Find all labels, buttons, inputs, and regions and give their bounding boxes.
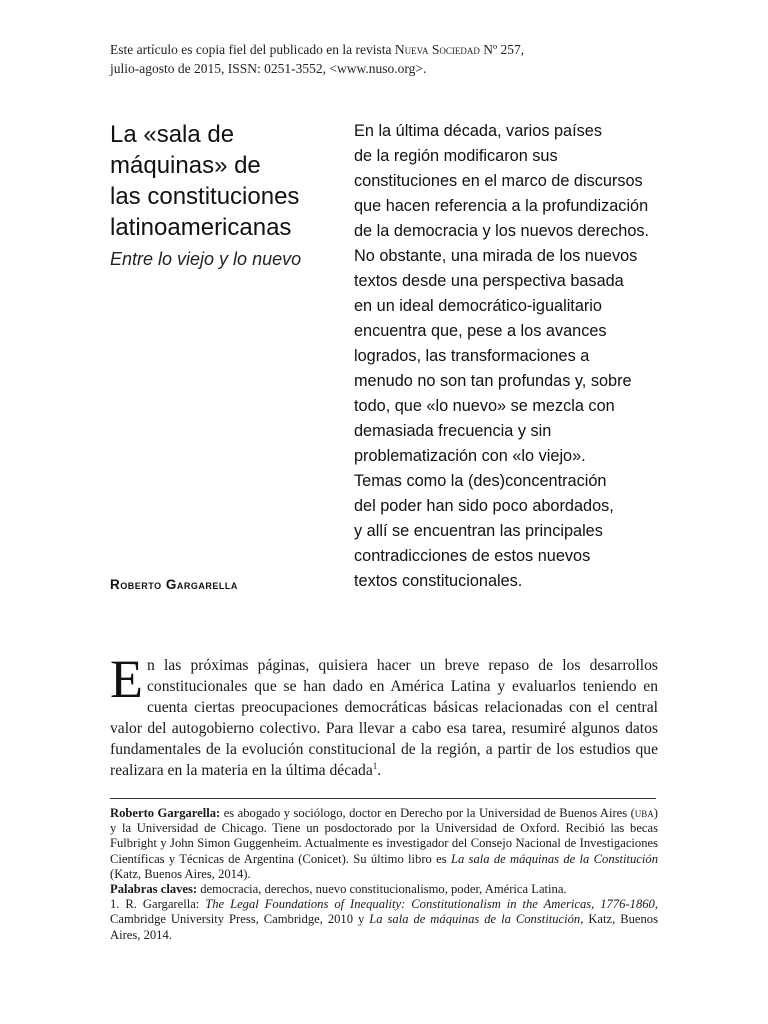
bio-uba: uba <box>634 806 654 820</box>
title-line: latinoamericanas <box>110 214 292 241</box>
intro-text: n las próximas páginas, quisiera hacer un breve repaso de los desarrollos constitucionales que se han dado en América Latina y evaluarlos teniendo en cuenta ciertas preocupaciones democráticas básicas relacionadas con el central valor del autogobierno colectivo. Para llevar a cabo esa tarea, resumiré algunos datos fundamentales de la evolución constitucional de la región, a partir de los estudios que realizara en la materia en la última década <box>110 657 658 779</box>
abstract-line: contradicciones de estos nuevos <box>354 547 591 565</box>
notice-prefix: Este artículo es copia fiel del publicado en la revista <box>110 42 395 57</box>
abstract-line: constituciones en el marco de discursos <box>354 172 643 190</box>
bio-name: Roberto Gargarella: <box>110 806 221 820</box>
fn1-suffix: , Katz, Buenos Aires, 2014. <box>110 912 658 942</box>
title-block <box>110 119 345 271</box>
abstract-line: de la democracia y los nuevos derechos. <box>354 222 650 240</box>
keywords-label: Palabras claves: <box>110 882 198 897</box>
abstract-line: demasiada frecuencia y sin <box>354 422 552 440</box>
abstract-line: y allí se encuentran las principales <box>354 522 603 540</box>
bio-text: es abogado y sociólogo, doctor en Derecho por la Universidad de Buenos Aires ( <box>220 806 635 820</box>
keywords-list: democracia, derechos, nuevo constitucionalismo, poder, América Latina. <box>197 882 567 897</box>
bio-text: ) y la Universidad de Chicago. Tiene un posdoctorado por la Universidad de Oxford. Recibió las becas Fulbright y John Simon Guggenheim. Actualmente es investigador del Consejo Nacional de Investigaciones Científicas y Técnicas de Argentina (Conicet). Su último libro es <box>110 806 658 866</box>
footnote-1 <box>110 897 658 943</box>
abstract-line: textos constitucionales. <box>354 572 523 590</box>
journal-name: Nueva Sociedad <box>394 42 480 57</box>
abstract-line: todo, que «lo nuevo» se mezcla con <box>354 397 615 415</box>
abstract-line: de la región modificaron sus <box>354 147 558 165</box>
notice-line-2: julio-agosto de 2015, ISSN: 0251-3552, <www.nuso.org>. <box>110 61 427 76</box>
bio-book: La sala de máquinas de la Constitución <box>450 851 658 866</box>
abstract-line: en un ideal democrático-igualitario <box>354 297 602 315</box>
abstract-line: logrados, las transformaciones a <box>354 347 590 365</box>
article-subtitle: Entre lo viejo y lo nuevo <box>110 249 302 269</box>
abstract-line: No obstante, una mirada de los nuevos <box>354 247 638 265</box>
abstract-line: encuentra que, pese a los avances <box>354 322 607 340</box>
abstract-line: que hacen referencia a la profundización <box>354 197 649 215</box>
abstract-line: Temas como la (des)concentración <box>354 472 607 490</box>
drop-cap: E <box>110 649 143 709</box>
fn1-title: The Legal Foundations of Inequality: Constitutionalism in the Americas, 1776-1860 <box>205 897 655 912</box>
issue-number: Nº 257, <box>479 42 525 57</box>
abstract-line: problematización con «lo viejo». <box>354 447 586 465</box>
fn1-mid: , Cambridge University Press, Cambridge, 2010 y <box>110 897 658 927</box>
article-title <box>110 119 345 243</box>
author-bio <box>110 806 658 882</box>
intro-paragraph: En las próximas páginas, quisiera hacer un breve repaso de los desarrollos constitucionales que se han dado en América Latina y evaluarlos teniendo en cuenta ciertas preocupaciones democráticas básicas relacionadas con el central valor del autogobierno colectivo. Para llevar a cabo esa tarea, resumiré algunos datos fundamentales de la evolución constitucional de la región, a partir de los estudios que realizara en la materia en la última década$^1$. <box>110 649 658 779</box>
footnotes <box>110 806 658 943</box>
title-line: máquinas» de <box>110 152 261 179</box>
author-name: Roberto Gargarella <box>110 577 238 592</box>
fn1-title-2: La sala de máquinas de la Constitución <box>369 912 581 927</box>
bio-text: (Katz, Buenos Aires, 2014). <box>110 866 251 881</box>
abstract-line: textos desde una perspectiva basada <box>354 272 624 290</box>
abstract <box>354 119 666 594</box>
abstract-line: menudo no son tan profundas y, sobre <box>354 372 632 390</box>
abstract-line: del poder han sido poco abordados, <box>354 497 614 515</box>
footnote-ref: 1 <box>372 760 378 771</box>
reprint-notice <box>110 40 670 78</box>
fn1-prefix: 1. R. Gargarella: <box>110 897 206 912</box>
abstract-line: En la última década, varios países <box>354 122 602 140</box>
title-line: La «sala de <box>110 121 235 148</box>
footnote-divider <box>110 798 656 799</box>
keywords <box>110 882 658 897</box>
title-line: las constituciones <box>110 183 300 210</box>
